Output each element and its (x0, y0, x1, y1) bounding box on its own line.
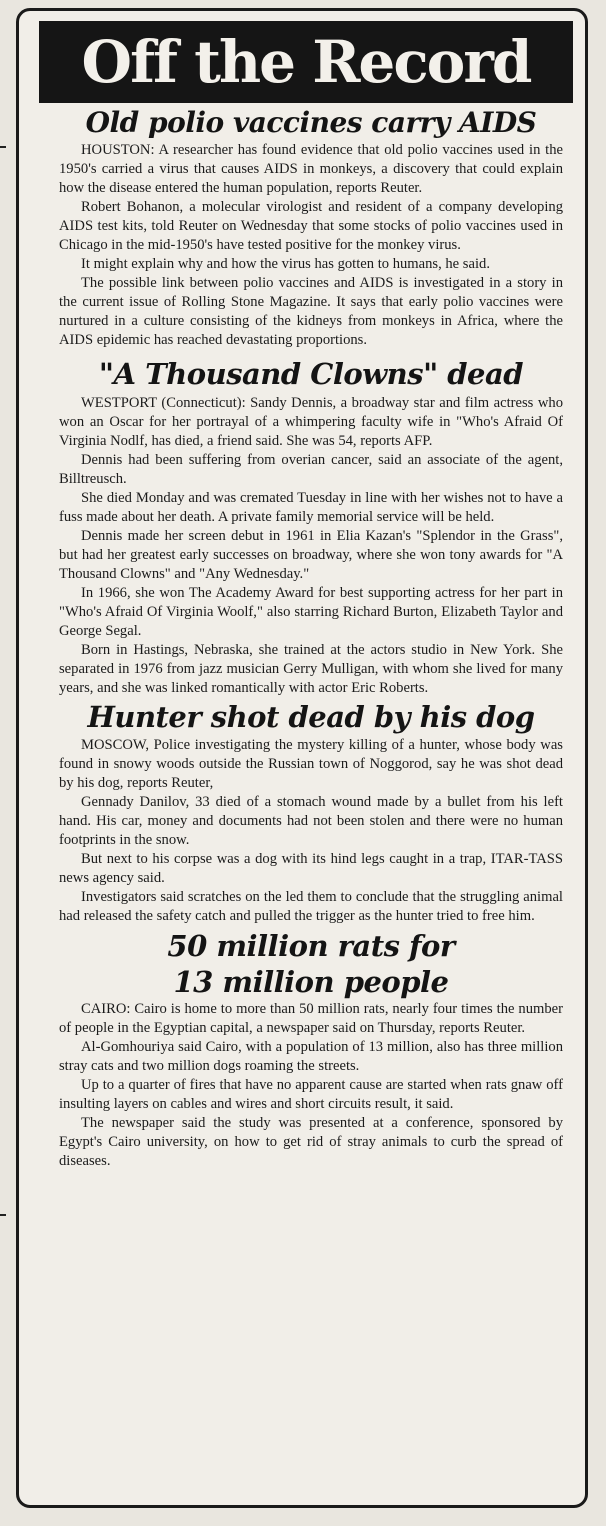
article-paragraph: HOUSTON: A researcher has found evidence that old polio vaccines used in the 1950's carried a virus that causes AIDS in monkeys, a discovery that could explain how the disease entered the human population, reports Reuter. (59, 142, 563, 196)
margin-tick (0, 1214, 6, 1216)
article-paragraph: Al-Gomhouriya said Cairo, with a population of 13 million, also has three million stray cats and two million dogs roaming the streets. (59, 1039, 563, 1074)
article-paragraph: The newspaper said the study was presented at a conference, sponsored by Egypt's Cairo university, on how to get rid of stray animals to curb the spread of diseases. (59, 1115, 563, 1169)
headline-line: 50 million rats for (167, 929, 455, 963)
article-paragraph: Gennady Danilov, 33 died of a stomach wound made by a bullet from his left hand. His car, money and documents had not been stolen and there were no human footprints in the snow. (59, 794, 563, 848)
article-paragraph: Up to a quarter of fires that have no apparent cause are started when rats gnaw off insulting layers on cables and wires and short circuits result, it said. (59, 1077, 563, 1112)
article-thousand-clowns (19, 354, 585, 698)
article-polio-vaccines (19, 105, 585, 350)
article-headline (59, 928, 563, 1000)
article-paragraph: Dennis had been suffering from overian cancer, said an associate of the agent, Billtreusch. (59, 452, 563, 487)
section-banner: Off the Record (39, 21, 573, 103)
article-paragraph: Robert Bohanon, a molecular virologist and resident of a company developing AIDS test kits, told Reuter on Wednesday that some stocks of polio vaccines used in Chicago in the mid-1950's have tested positive for the monkey virus. (59, 199, 563, 253)
article-paragraph: Dennis made her screen debut in 1961 in Elia Kazan's "Splendor in the Grass", but had her greatest early successes on broadway, where she won tony awards for "A Thousand Clowns" and "Any Wednesday." (59, 528, 563, 582)
margin-tick (0, 146, 6, 148)
article-paragraph: WESTPORT (Connecticut): Sandy Dennis, a broadway star and film actress who won an Oscar for her portrayal of a whimpering faculty wife in "Who's Afraid Of Virginia Nodlf, has died, a friend said. She was 54, reports AFP. (59, 395, 563, 449)
article-paragraph: She died Monday and was cremated Tuesday in line with her wishes not to have a fuss made about her death. A private family memorial service will be held. (59, 490, 563, 525)
article-paragraph: Investigators said scratches on the led them to conclude that the struggling animal had released the safety catch and pulled the trigger as the hunter tried to free him. (59, 889, 563, 924)
article-paragraph: It might explain why and how the virus has gotten to humans, he said. (81, 256, 490, 272)
article-paragraph: Born in Hastings, Nebraska, she trained at the actors studio in New York. She separated in 1976 from jazz musician Gerry Mulligan, with whom she lived for many years, and she was linked romantically with actor Eric Roberts. (59, 642, 563, 696)
article-cairo-rats (19, 928, 585, 1171)
article-paragraph: In 1966, she won The Academy Award for best supporting actress for her part in "Who's Afraid Of Virginia Woolf," also starring Richard Burton, Elizabeth Taylor and George Segal. (59, 585, 563, 639)
clipping-frame (16, 8, 588, 1508)
article-paragraph: CAIRO: Cairo is home to more than 50 million rats, nearly four times the number of people in the Egyptian capital, a newspaper said on Thursday, reports Reuter. (59, 1001, 563, 1036)
headline-line: 13 million people (173, 965, 449, 999)
article-headline: Old polio vaccines carry AIDS (85, 106, 537, 139)
article-headline: Hunter shot dead by his dog (87, 700, 535, 734)
article-headline: "A Thousand Clowns" dead (98, 357, 524, 391)
article-hunter-shot (19, 698, 585, 926)
article-paragraph: MOSCOW, Police investigating the mystery killing of a hunter, whose body was found in snowy woods outside the Russian town of Noggorod, say he was shot dead by his dog, reports Reuter, (59, 737, 563, 791)
article-paragraph: The possible link between polio vaccines and AIDS is investigated in a story in the current issue of Rolling Stone Magazine. It says that early polio vaccines were nurtured in a culture consisting of the kidneys from monkeys in Africa, where the AIDS epidemic has reached devastating proportions. (59, 275, 563, 348)
article-paragraph: But next to his corpse was a dog with its hind legs caught in a trap, ITAR-TASS news agency said. (59, 851, 563, 886)
